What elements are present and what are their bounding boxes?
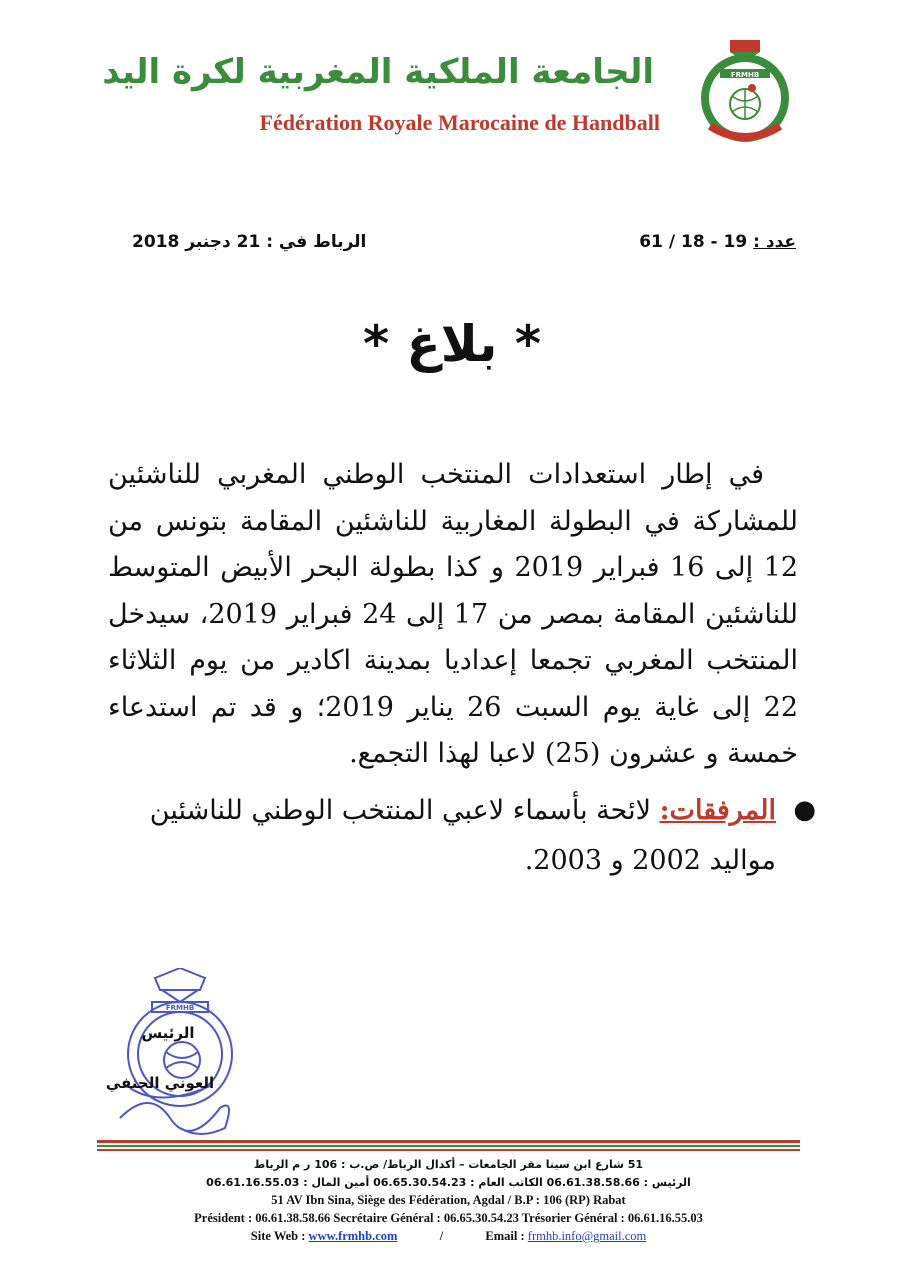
federation-name-french: Fédération Royale Marocaine de Handball bbox=[259, 110, 660, 135]
reference-label: عدد : bbox=[753, 232, 796, 252]
footer-contact bbox=[97, 1229, 800, 1244]
site-label: Site Web : bbox=[250, 1229, 306, 1243]
document-date: الرباط في : 21 دجنبر 2018 bbox=[132, 232, 367, 252]
footer-phones-arabic: الرئيس : 06.61.38.58.66 الكاتب العام : 06.65.30.54.23 أمين المال : 06.61.16.55.03 bbox=[206, 1176, 691, 1189]
attachments-text: لائحة بأسماء لاعبي المنتخب الوطني للناشئين مواليد 2002 و 2003. bbox=[149, 795, 776, 876]
federation-stamp-icon bbox=[110, 968, 250, 1143]
svg-text:FRMHB: FRMHB bbox=[730, 71, 760, 79]
handball-crest-icon bbox=[690, 36, 800, 146]
website-link[interactable]: www.frmhb.com bbox=[308, 1229, 398, 1243]
signature-title: الرئيس bbox=[141, 1024, 195, 1042]
reference-number bbox=[639, 232, 796, 252]
footer-divider bbox=[97, 1140, 800, 1152]
bullet-dot-icon: ● bbox=[793, 795, 816, 825]
reference-value: 61 / 18 - 19 bbox=[639, 232, 748, 252]
svg-text:FRMHB: FRMHB bbox=[165, 1004, 195, 1012]
attachments-label: المرفقات: bbox=[659, 795, 776, 826]
page-title: * بلاغ * bbox=[362, 315, 541, 373]
footer-address-arabic: 51 شارع ابن سينا مقر الجامعات – أكدال الرباط/ ص.ب : 106 ر م الرباط bbox=[253, 1158, 644, 1171]
email-label: Email : bbox=[485, 1229, 525, 1243]
attachments-item bbox=[108, 786, 776, 886]
email-link[interactable]: frmhb.info@gmail.com bbox=[527, 1229, 647, 1243]
contact-separator: / bbox=[439, 1229, 444, 1243]
federation-name-arabic: الجامعة الملكية المغربية لكرة اليد bbox=[102, 52, 654, 92]
footer-address-french: 51 AV Ibn Sina, Siège des Fédération, Agdal / B.P : 106 (RP) Rabat bbox=[271, 1193, 626, 1207]
footer-phones-french: Président : 06.61.38.58.66 Secrétaire Général : 06.65.30.54.23 Trésorier Général : 06.61.16.55.03 bbox=[194, 1211, 703, 1225]
body-paragraph: في إطار استعدادات المنتخب الوطني المغربي للناشئين للمشاركة في البطولة المغاربية للناشئين المقامة بتونس من 12 إلى 16 فبراير 2019 و كذا بطولة البحر الأبيض المتوسط للناشئين المقامة بمصر من 17 إلى 24 فبراير 2019، سيدخل المنتخب المغربي تجمعا إعداديا بمدينة اكادير من يوم الثلاثاء 22 إلى غاية يوم السبت 26 يناير 2019؛ و قد تم استدعاء خمسة و عشرون (25) لاعبا لهذا التجمع. bbox=[108, 459, 798, 769]
signature-name: العوني الحنفي bbox=[105, 1074, 215, 1092]
communique-body bbox=[108, 452, 798, 778]
